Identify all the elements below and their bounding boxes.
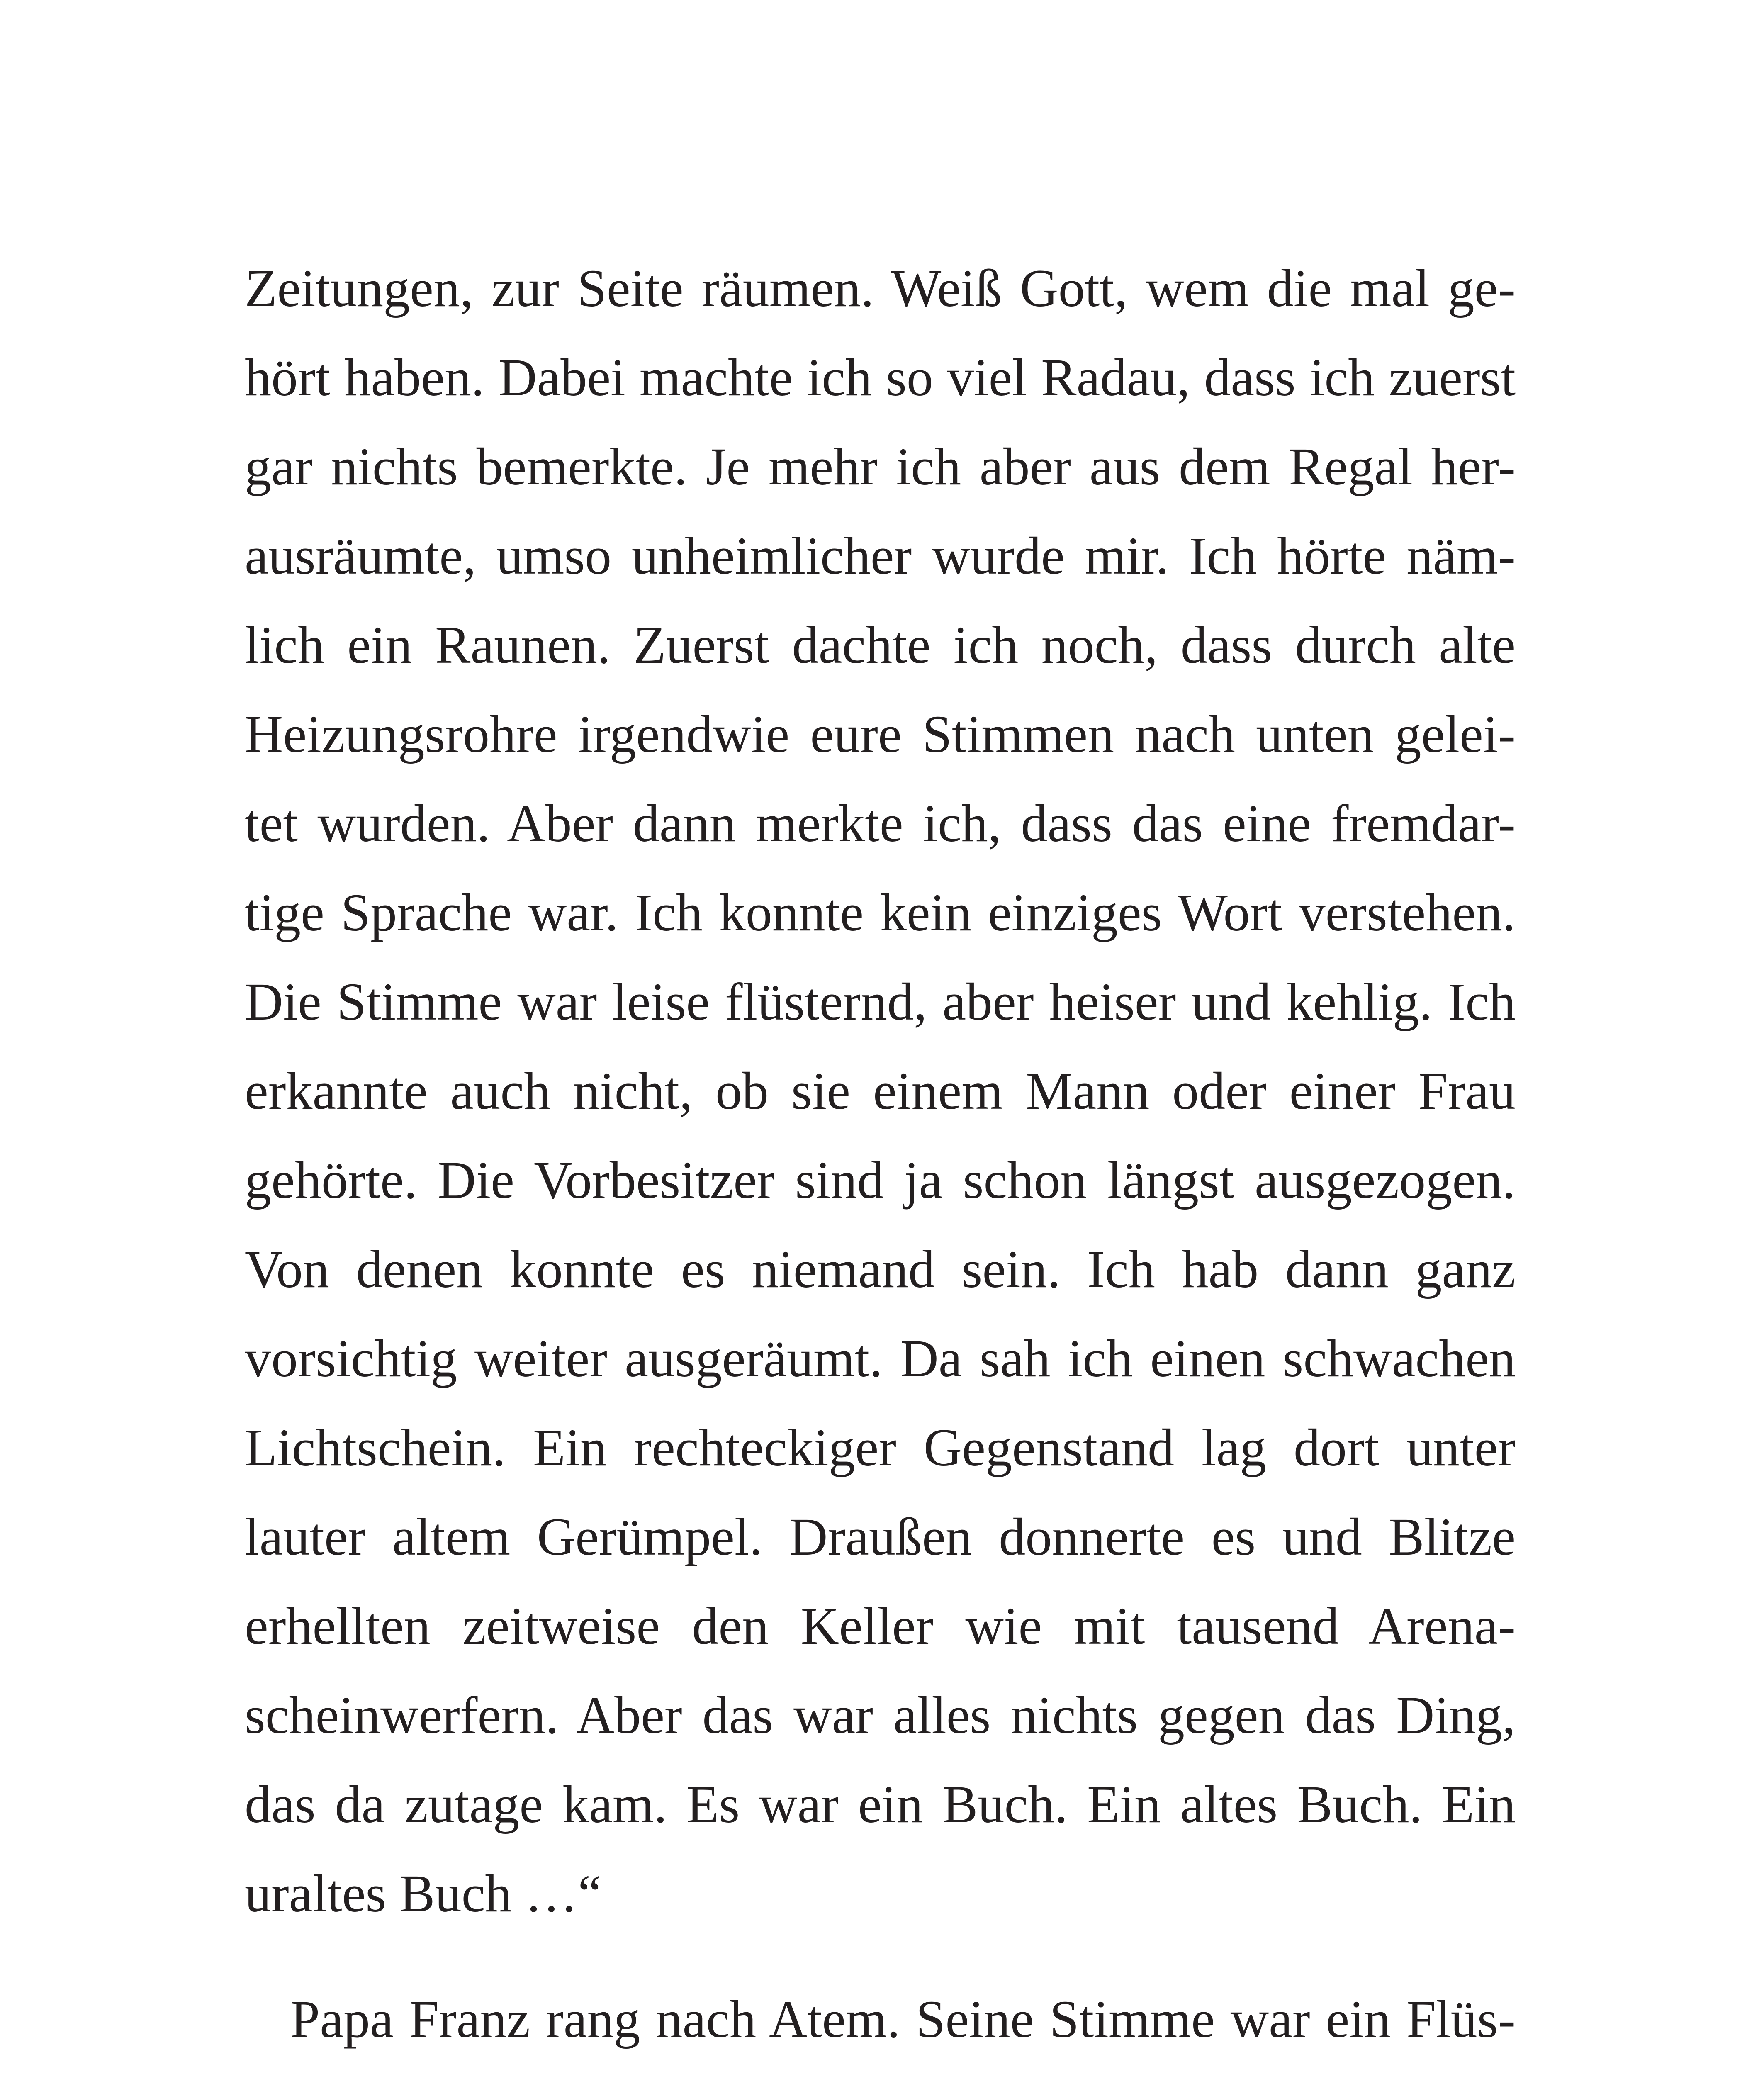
text-line: vorsichtig weiter ausgeräumt. Da sah ich einen schwachen [245,1329,1516,1388]
body-text [245,244,1516,2074]
paragraph-gap [245,1938,1516,1975]
text-line: hört haben. Dabei machte ich so viel Radau, dass ich zuerst [245,348,1516,407]
text-line: Zeitungen, zur Seite räumen. Weiß Gott, wem die mal ge- [245,259,1516,318]
text-line: erkannte auch nicht, ob sie einem Mann oder einer Frau [245,1061,1516,1120]
text-line: scheinwerfern. Aber das war alles nichts gegen das Ding, [245,1686,1516,1745]
text-line: tet wurden. Aber dann merkte ich, dass das eine fremdar- [245,794,1516,853]
text-line: uraltes Buch …“ [245,1864,602,1923]
text-line: Die Stimme war leise flüsternd, aber heiser und kehlig. Ich [245,972,1516,1031]
text-line: lich ein Raunen. Zuerst dachte ich noch, dass durch alte [245,616,1516,674]
text-line: das da zutage kam. Es war ein Buch. Ein altes Buch. Ein [245,1775,1516,1834]
paragraph [245,244,1516,1938]
paragraph [245,1975,1516,2074]
text-line: gar nichts bemerkte. Je mehr ich aber aus dem Regal her- [245,437,1516,496]
text-line [245,2064,1516,2074]
text-line: tige Sprache war. Ich konnte kein einziges Wort verstehen. [245,883,1516,942]
text-line: Papa Franz rang nach Atem. Seine Stimme war ein Flüs- [290,1990,1516,2049]
text-line: erhellten zeitweise den Keller wie mit tausend Arena- [245,1597,1516,1655]
text-line: Heizungsrohre irgendwie eure Stimmen nach unten gelei- [245,705,1516,764]
text-line: Lichtschein. Ein rechteckiger Gegenstand lag dort unter [245,1418,1516,1477]
text-line: ausräumte, umso unheimlicher wurde mir. Ich hörte näm- [245,526,1516,585]
text-line: gehörte. Die Vorbesitzer sind ja schon längst ausgezogen. [245,1151,1516,1210]
text-line: Von denen konnte es niemand sein. Ich hab dann ganz [245,1240,1516,1299]
text-line: lauter altem Gerümpel. Draußen donnerte es und Blitze [245,1507,1516,1566]
